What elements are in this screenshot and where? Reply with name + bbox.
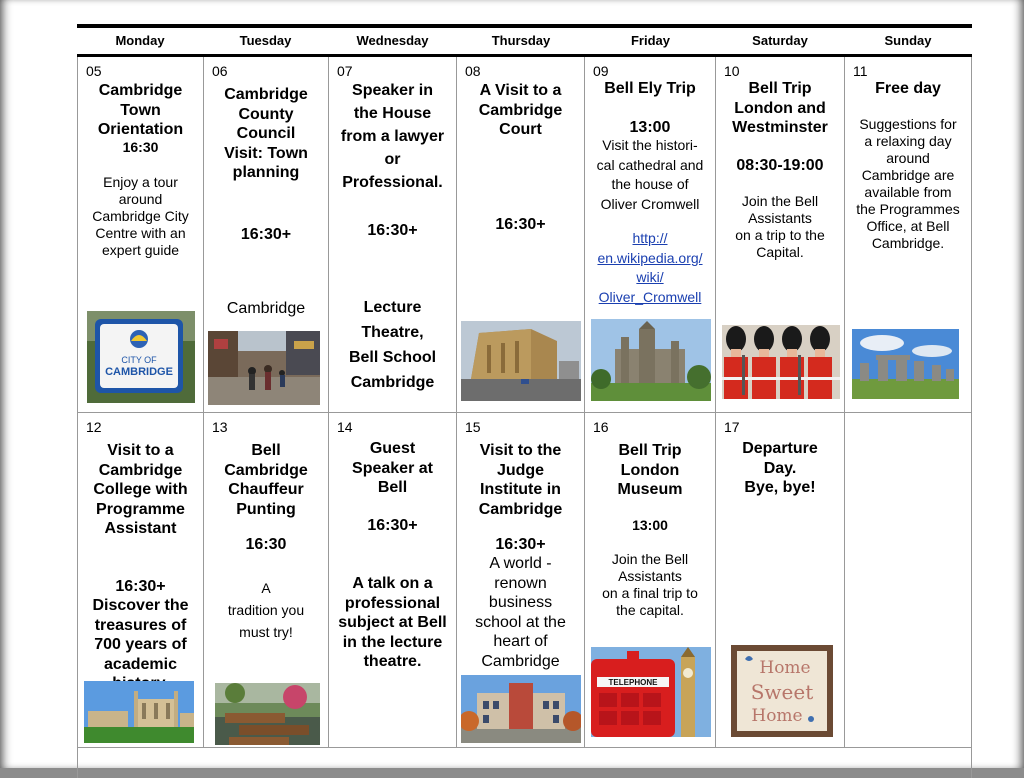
day-cell-10 — [716, 57, 845, 413]
date-number: 13 — [212, 419, 228, 435]
event-place: Cambridge — [226, 300, 306, 317]
event-time: 13:00 — [632, 517, 668, 533]
svg-text:Home: Home — [759, 658, 811, 678]
event-time: 16:30 — [122, 139, 159, 155]
date-number: 09 — [593, 63, 609, 79]
day-cell-13 — [204, 413, 329, 748]
calendar-grid — [77, 57, 972, 768]
event-description: Suggestions for a relaxing day around Cambridge are available from the Programmes Office, at Bell Cambridge. — [856, 116, 960, 251]
day-cell-06 — [204, 57, 329, 413]
ely-cathedral-photo — [591, 319, 711, 401]
event-title: Guest Speaker at Bell — [352, 440, 433, 496]
date-number: 06 — [212, 63, 228, 79]
city-of-cambridge-sign-photo — [87, 311, 195, 403]
event-description: Visit the histori- cal cathedral and the house of Oliver Cromwell — [596, 137, 704, 212]
event-title: Bell Ely Trip — [604, 80, 696, 97]
date-number: 05 — [86, 63, 102, 79]
svg-text:TELEPHONE: TELEPHONE — [608, 678, 658, 687]
punting-photo — [215, 683, 320, 745]
event-title: Speaker in the House from a lawyer or Professional. — [340, 82, 445, 191]
day-cell-09 — [585, 57, 716, 413]
svg-text:CITY OF: CITY OF — [121, 355, 157, 365]
event-time: 13:00 — [629, 119, 671, 136]
event-description: Enjoy a tour around Cambridge City Centre with an expert guide — [92, 174, 189, 258]
event-time: 16:30+ — [495, 536, 546, 553]
event-description: Join the Bell Assistants on a trip to the Capital. — [735, 193, 825, 260]
cambridge-street-photo — [208, 331, 320, 405]
date-number: 11 — [853, 63, 868, 79]
event-time: 16:30+ — [367, 222, 418, 239]
day-header-saturday: Saturday — [752, 33, 808, 48]
judge-institute-photo — [461, 675, 581, 743]
event-time: 16:30+ — [367, 517, 418, 534]
day-cell-08 — [457, 57, 585, 413]
day-cell-17 — [716, 413, 845, 748]
date-number: 07 — [337, 63, 353, 79]
event-description: A talk on a professional subject at Bell in the lecture theatre. — [338, 575, 447, 670]
day-cell-05 — [77, 57, 204, 413]
event-title: Departure Day. Bye, bye! — [742, 440, 818, 496]
date-number: 17 — [724, 419, 740, 435]
event-title: Bell Cambridge Chauffeur Punting — [224, 442, 308, 518]
event-time: 16:30 — [245, 536, 287, 553]
svg-text:CAMBRIDGE: CAMBRIDGE — [105, 366, 173, 378]
day-header-wednesday: Wednesday — [356, 33, 429, 48]
event-title: Free day — [875, 80, 941, 97]
event-title: Cambridge County Council Visit: Town planning — [224, 86, 308, 181]
date-number: 10 — [724, 63, 740, 79]
event-title: Cambridge Town Orientation — [97, 82, 184, 138]
day-cell-07 — [329, 57, 457, 413]
event-title: A Visit to a Cambridge Court — [478, 82, 563, 138]
calendar — [77, 24, 972, 768]
day-cell-16 — [585, 413, 716, 748]
event-title: Visit to the Judge Institute in Cambridge — [478, 442, 563, 518]
svg-text:Sweet: Sweet — [750, 680, 814, 704]
date-number: 15 — [465, 419, 481, 435]
event-description: Join the Bell Assistants on a final trip to the capital. — [602, 551, 698, 618]
day-header-sunday: Sunday — [884, 33, 932, 48]
event-title: Visit to a Cambridge College with Programme Assistant — [93, 442, 188, 537]
event-time: 16:30+ — [495, 216, 546, 233]
court-building-photo — [461, 321, 581, 401]
event-description: Discover the treasures of 700 years of academic — [92, 597, 189, 673]
event-title: Bell Trip London Museum — [617, 442, 683, 498]
event-description: A tradition you must try! — [227, 580, 305, 640]
home-sweet-home-sampler-photo — [731, 645, 833, 737]
day-cell-15 — [457, 413, 585, 748]
red-phone-box-big-ben-photo — [591, 647, 711, 737]
day-header-friday: Friday — [630, 33, 670, 48]
day-cell-empty — [845, 413, 972, 748]
stonehenge-photo — [852, 329, 959, 399]
date-number: 14 — [337, 419, 353, 435]
kings-college-photo — [84, 681, 194, 743]
event-time: 16:30+ — [115, 578, 166, 595]
date-number: 16 — [593, 419, 609, 435]
day-header-tuesday: Tuesday — [239, 33, 292, 48]
event-description: A world - renown business school at the heart of Cambridge — [475, 555, 566, 670]
day-header-thursday: Thursday — [491, 33, 551, 48]
royal-guards-photo — [722, 325, 840, 399]
svg-text:Home: Home — [751, 706, 803, 726]
next-week-row — [77, 748, 972, 778]
day-cell-11 — [845, 57, 972, 413]
event-venue: Lecture Theatre, Bell School Cambridge — [348, 299, 437, 391]
date-number: 12 — [86, 419, 102, 435]
event-title: Bell Trip London and Westminster — [732, 80, 828, 136]
weekday-header — [77, 28, 972, 54]
wikipedia-link[interactable]: http:// en.wikipedia.org/ wiki/ Oliver_Cromwell — [597, 230, 703, 305]
day-cell-12 — [77, 413, 204, 748]
day-cell-14 — [329, 413, 457, 748]
date-number: 08 — [465, 63, 481, 79]
event-time: 08:30-19:00 — [736, 157, 824, 174]
day-header-monday: Monday — [115, 33, 165, 48]
event-time: 16:30+ — [240, 226, 292, 243]
